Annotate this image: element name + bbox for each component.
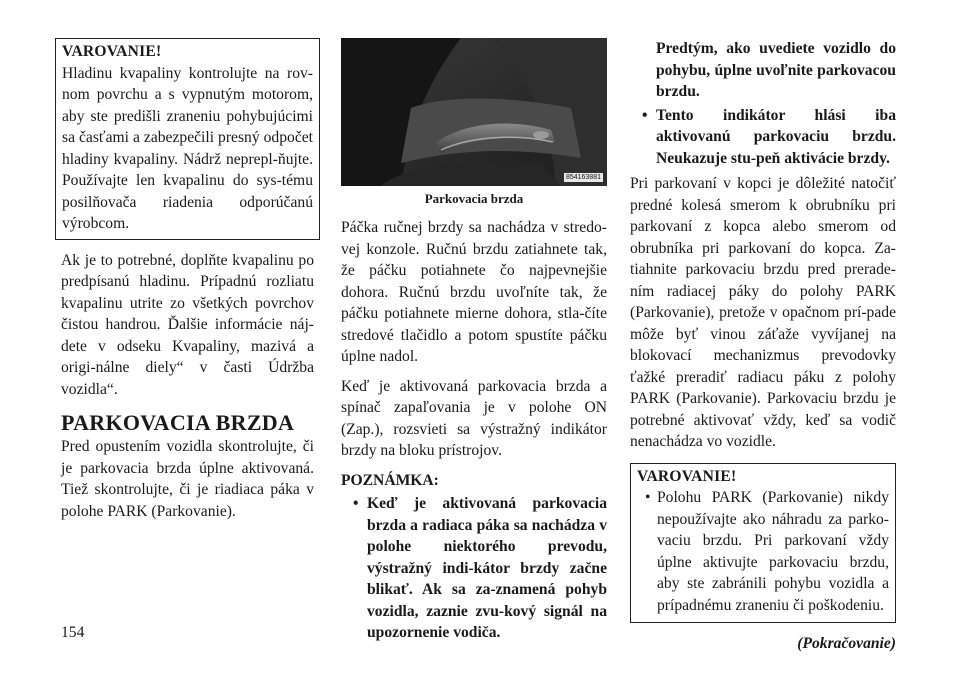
parking-brake-illustration — [341, 38, 607, 186]
continued-label: (Pokračovanie) — [797, 635, 896, 652]
warning-bullet-text: Polohu PARK (Parkovanie) nikdy nepoužívajte ako náhradu za parko-vaciu brzdu. Pri parkovaní vždy úplne aktivujte parkovaciu brzdu, aby ste zabránili pohybu vozidla a prípadnému zraneniu či poškodeniu. — [657, 489, 889, 614]
note-bullet-text: Keď je aktivovaná parkovacia brzda a radiaca páka sa nachádza v polohe niektorého prevodu, výstražný indi-kátor brzdy začne blikať. Ak sa za-znamená pohyb vozidla, zaznie zvu-kový signál na upozornenie vodiča. — [367, 495, 607, 641]
warning-list — [637, 487, 889, 616]
note-list-continued — [630, 38, 896, 169]
list-item — [637, 487, 889, 616]
warning-title: VAROVANIE! — [637, 467, 737, 485]
section-heading: PARKOVACIA BRZDA — [61, 410, 295, 435]
warning-text: Hladinu kvapaliny kontrolujte na rov-nom povrchu a s vypnutým motorom, aby ste predišli zraneniu pohybujúcimi sa časťami a zabezpečili presný odpočet hladiny kvapaliny. Nádrž neprepl-ňujte. Používajte len kvapalinu do sys-tému posilňovača riadenia odporúčanú výrobcom. — [62, 64, 313, 232]
list-item — [630, 38, 896, 103]
bullet-glyph: • — [642, 106, 648, 124]
warning-indicator-paragraph: Keď je aktivovaná parkovacia brzda a spínač zapaľovania je v polohe ON (Zap.), rozsvieti sa výstražný indikátor brzdy na bloku prístrojov. — [341, 377, 607, 459]
note-list — [341, 493, 607, 644]
note-bullet-continued-text: Predtým, ako uvediete vozidlo do pohybu, úplne uvoľnite parkovacou brzdu. — [656, 40, 896, 100]
bullet-glyph: • — [645, 489, 651, 506]
note-bullet-text: Tento indikátor hlási iba aktivovanú parkovaciu brzdu. Neukazuje stu-peň aktivácie brzdy. — [656, 106, 896, 167]
figure-caption: Parkovacia brzda — [424, 191, 524, 206]
warning-title: VAROVANIE! — [62, 43, 162, 60]
lever-location-paragraph: Páčka ručnej brzdy sa nachádza v stredo-vej konzole. Ručnú brzdu zatiahnete tak, že páčku potiahnete čo najpevnejšie dohora. Ručnú brzdu uvoľníte tak, že páčku potiahnete mierne dohora, stla-číte stredové tlačidlo a potom spustíte páčku úplne nadol. — [341, 219, 607, 365]
list-item — [341, 493, 607, 644]
warning-box — [55, 38, 320, 240]
fluid-refill-paragraph: Ak je to potrebné, doplňte kvapalinu po predpísanú hladinu. Prípadnú rozliatu kvapalinu utrite zo všetkých povrchov čistou handrou. Ďalšie informácie náj-dete v odseku Kvapaliny, mazivá a origi-nálne diely“ v časti Údržba vozidla“. — [61, 251, 314, 398]
parking-brake-figure — [341, 38, 607, 186]
left-column — [61, 38, 314, 530]
warning-box — [630, 463, 896, 624]
hill-parking-paragraph: Pri parkovaní v kopci je dôležité natočiť predné kolesá smerom k obrubníku pri parkovaní z kopca alebo smerom od obrubníka pri parkovaní do kopca. Za-tiahnite parkovaciu brzdu pred prerade-ním radiacej páky do polohy PARK (Parkovanie), pretože v opačnom prí-pade môže byť vinou záťaže vyvíjanej na blokovací mechanizmus prevodovky ťažké preradiť radiacu páku z polohy PARK (Parkovanie). Parkovaciu brzdu je potrebné aktivovať vždy, keď sa vodič nenachádza vo vozidle. — [630, 175, 896, 450]
page-number: 154 — [61, 624, 85, 641]
bullet-glyph: • — [353, 495, 359, 512]
note-title: POZNÁMKA: — [341, 471, 439, 489]
list-item — [630, 105, 896, 170]
middle-column — [341, 38, 607, 646]
right-column — [630, 38, 896, 655]
figure-code: 854163881 — [565, 174, 601, 181]
parking-brake-intro-paragraph: Pred opustením vozidla skontrolujte, či je parkovacia brzda úplne aktivovaná. Tiež skontrolujte, či je riadiaca páka v polohe PARK (Parkovanie). — [61, 438, 314, 520]
